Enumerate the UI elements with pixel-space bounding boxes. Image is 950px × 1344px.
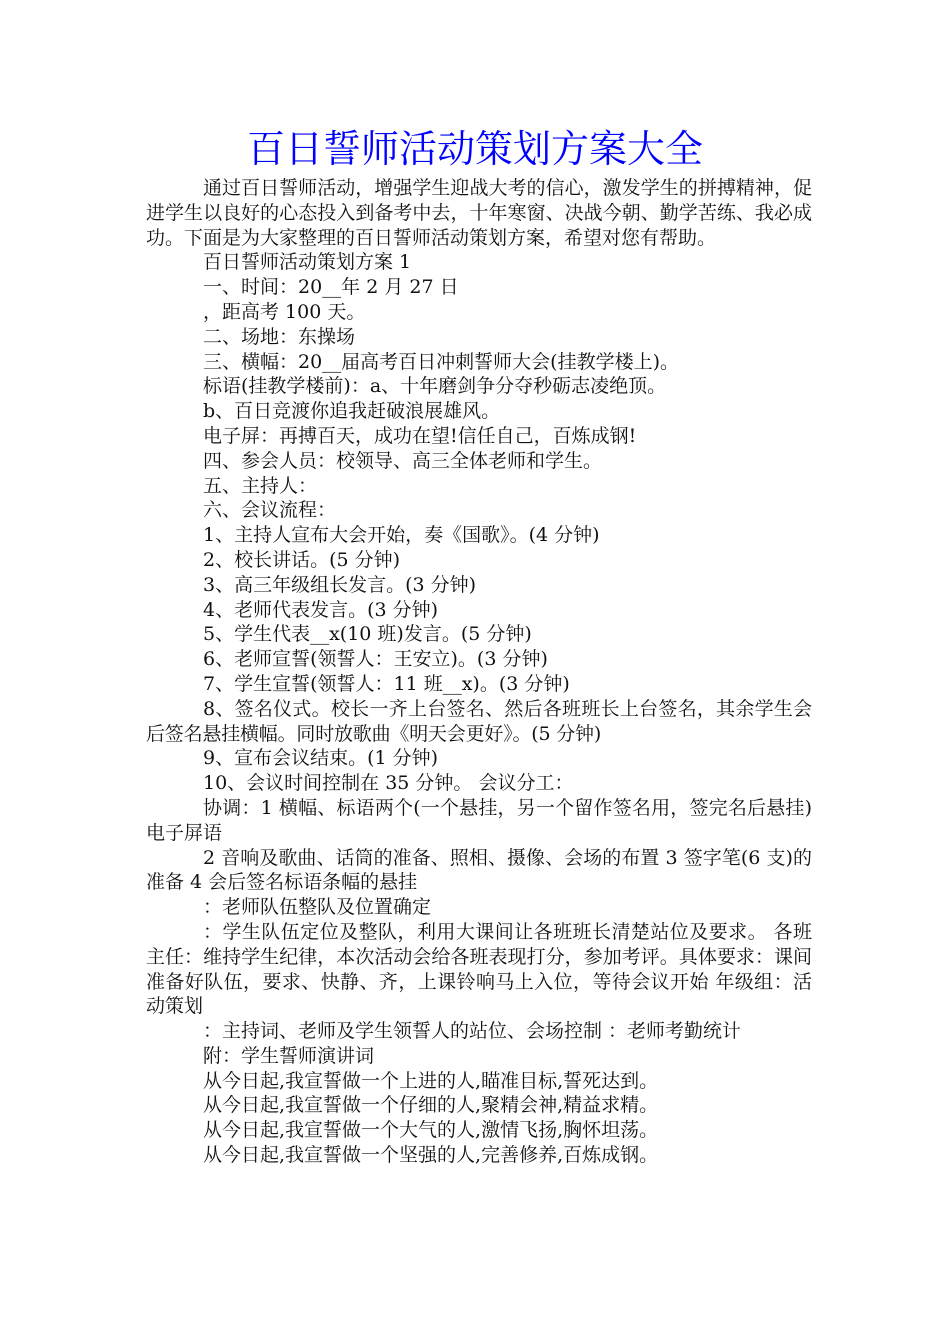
oath-line: 从今日起,我宣誓做一个大气的人,激情飞扬,胸怀坦荡。 xyxy=(203,1119,659,1142)
flow-item: 7、学生宣誓(领誓人：11 班__x)。(3 分钟) xyxy=(203,672,570,695)
document-title: 百日誓师活动策划方案大全 xyxy=(246,127,703,171)
intro-paragraph: 通过百日誓师活动，增强学生迎战大考的信心，激发学生的拼搏精神，促进学生以良好的心态投入到备考中去，十年寒窗、决战今朝、勤学苦练、我必成功。下面是为大家整理的百日誓师活动策划方案，希望对您有帮助。 xyxy=(146,177,812,249)
duty-paragraph: 2 音响及歌曲、话筒的准备、照相、摄像、会场的布置 3 签字笔(6 支)的准备 4 会后签名标语条幅的悬挂 xyxy=(146,846,812,894)
flow-item: 3、高三年级组长发言。(3 分钟) xyxy=(203,573,477,596)
flow-item: 10、会议时间控制在 35 分钟。 会议分工： xyxy=(203,772,574,795)
duty-paragraph: 协调：1 横幅、标语两个(一个悬挂，另一个留作签名用，签完名后悬挂)电子屏语 xyxy=(146,796,812,844)
flow-item: 5、学生代表__x(10 班)发言。(5 分钟) xyxy=(203,623,532,646)
oath-line: 从今日起,我宣誓做一个坚强的人,完善修养,百炼成钢。 xyxy=(203,1144,659,1167)
flow-heading: 六、会议流程： xyxy=(203,499,337,522)
appendix-heading: 附：学生誓师演讲词 xyxy=(203,1044,375,1067)
slogan-b-line: b、百日竞渡你追我赶破浪展雄风。 xyxy=(203,400,501,423)
venue-line: 二、场地：东操场 xyxy=(203,325,356,348)
slogan-a-line: 标语(挂教学楼前)：a、十年磨剑争分夺秒砺志凌绝顶。 xyxy=(203,375,667,398)
duty-paragraph: ：老师队伍整队及位置确定 xyxy=(203,896,432,919)
flow-item: 6、老师宣誓(领誓人：王安立)。(3 分钟) xyxy=(203,648,548,671)
flow-item: 1、主持人宣布大会开始，奏《国歌》。(4 分钟) xyxy=(203,524,600,547)
oath-line: 从今日起,我宣誓做一个上进的人,瞄准目标,誓死达到。 xyxy=(203,1069,659,1092)
plan-heading: 百日誓师活动策划方案 1 xyxy=(203,251,412,274)
time-note-line: ，距高考 100 天。 xyxy=(203,300,366,323)
duty-paragraph: ：主持词、老师及学生领誓人的站位、会场控制 ：老师考勤统计 xyxy=(203,1020,742,1043)
flow-item: 9、宣布会议结束。(1 分钟) xyxy=(203,747,439,770)
flow-item: 8、签名仪式。校长一齐上台签名、然后各班班长上台签名，其余学生会后签名悬挂横幅。同时放歌曲《明天会更好》。(5 分钟) xyxy=(146,697,812,745)
attendees-line: 四、参会人员：校领导、高三全体老师和学生。 xyxy=(203,449,603,472)
duty-paragraph: ：学生队伍定位及整队，利用大课间让各班班长清楚站位及要求。 各班主任：维持学生纪律，本次活动会给各班表现打分，参加考评。具体要求：课间准备好队伍，要求、快静、齐，上课铃响马上入位，等待会议开始 年级组：活动策划 xyxy=(146,920,812,1018)
host-line: 五、主持人： xyxy=(203,474,318,497)
screen-line: 电子屏：再搏百天，成功在望!信任自己，百炼成钢! xyxy=(203,424,637,447)
time-line: 一、时间：20__年 2 月 27 日 xyxy=(203,276,459,299)
flow-item: 4、老师代表发言。(3 分钟) xyxy=(203,598,439,621)
banner-line: 三、横幅：20__届高考百日冲刺誓师大会(挂教学楼上)。 xyxy=(203,350,680,373)
flow-item: 2、校长讲话。(5 分钟) xyxy=(203,548,401,571)
oath-line: 从今日起,我宣誓做一个仔细的人,聚精会神,精益求精。 xyxy=(203,1094,659,1117)
document-body xyxy=(146,176,812,1168)
